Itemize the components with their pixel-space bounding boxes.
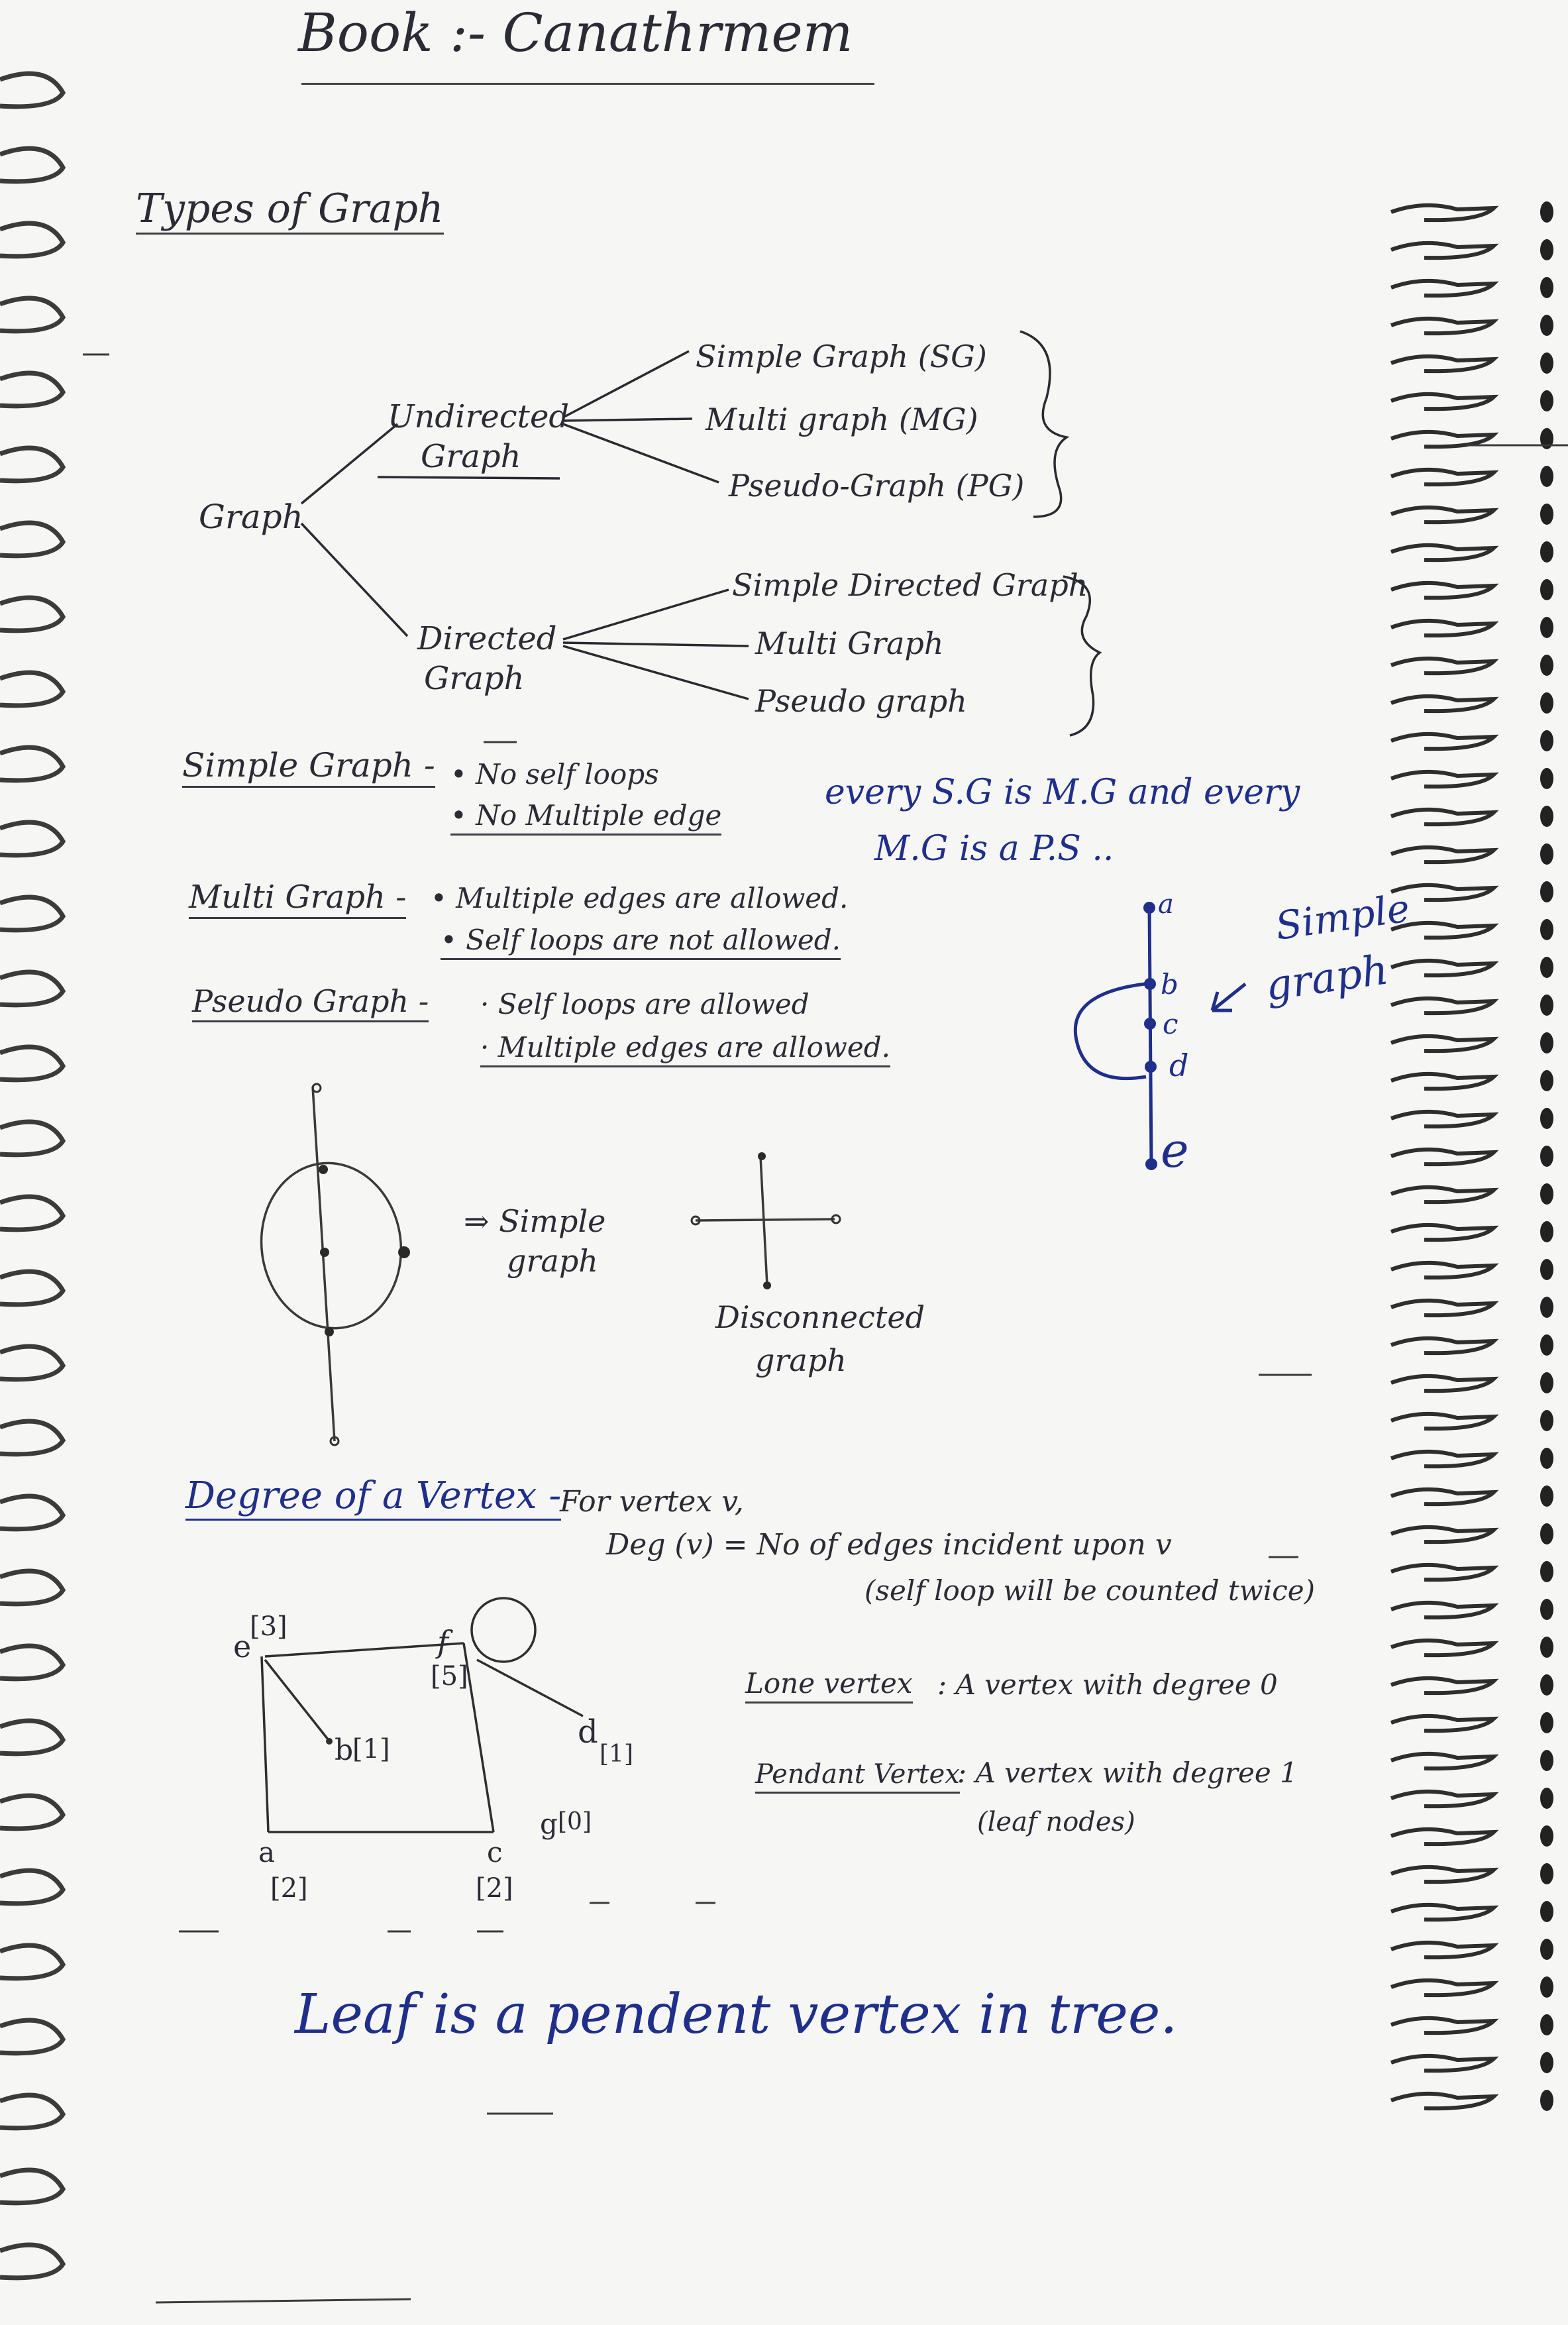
degree-formula: Deg (v) = No of edges incident upon v: [606, 1528, 1172, 1562]
section-heading-types: Types of Graph: [136, 189, 444, 235]
tree-directed-child: Pseudo graph: [755, 683, 967, 719]
degree-vertex-value: [3]: [250, 1611, 287, 1642]
degree-vertex-value: [1]: [600, 1741, 633, 1768]
note-line1: every S.G is M.G and every: [825, 773, 1300, 812]
degree-vertex-value: [0]: [558, 1808, 592, 1835]
sketch-disconnected-label-line2: graph: [755, 1342, 847, 1378]
degree-intro: For vertex v,: [560, 1485, 744, 1519]
leaf-statement: Leaf is a pendent vertex in tree.: [295, 1983, 1178, 2046]
example-vertex-label: b: [1161, 968, 1178, 1000]
degree-vertex-value: [2]: [476, 1873, 513, 1904]
tree-undirected-child: Pseudo-Graph (PG): [729, 468, 1025, 504]
pendant-vertex-term: Pendant Vertex: [755, 1761, 960, 1794]
degree-vertex-value: [5]: [431, 1661, 468, 1692]
definition-point: • No Multiple edge: [450, 802, 721, 836]
sketch-disconnected-label-line1: Disconnected: [715, 1299, 925, 1335]
note-line2: M.G is a P.S ..: [874, 829, 1114, 869]
example-caption-line2: graph: [1262, 945, 1392, 1010]
definition-term-pseudo: Pseudo Graph -: [192, 986, 429, 1022]
sketch-simple-label-line1: ⇒ Simple: [464, 1203, 606, 1239]
pendant-vertex-note: (leaf nodes): [977, 1807, 1135, 1837]
example-vertex-label: a: [1158, 889, 1174, 920]
degree-vertex-name: d: [578, 1713, 598, 1751]
tree-undirected-child: Simple Graph (SG): [696, 339, 987, 374]
definition-point: • Self loops are not allowed.: [441, 926, 841, 960]
definition-term-multi: Multi Graph -: [189, 881, 406, 919]
definition-point: · Multiple edges are allowed.: [480, 1034, 890, 1067]
degree-vertex-name: f: [437, 1624, 449, 1660]
example-vertex-label: c: [1163, 1008, 1178, 1040]
degree-vertex-name: e: [233, 1629, 252, 1664]
definition-point: • No self loops: [450, 758, 659, 790]
definition-term-simple: Simple Graph -: [182, 749, 435, 788]
degree-vertex-value: [2]: [270, 1873, 308, 1904]
lone-vertex-term: Lone vertex: [745, 1670, 913, 1703]
definition-point: • Multiple edges are allowed.: [431, 882, 849, 914]
tree-undirected-child: Multi graph (MG): [706, 402, 978, 437]
degree-vertex-name: a: [258, 1836, 276, 1868]
example-vertex-label: d: [1169, 1048, 1189, 1083]
example-vertex-label: e: [1161, 1122, 1189, 1178]
degree-vertex-name: c: [487, 1836, 503, 1868]
tree-directed-line2: Graph: [424, 660, 525, 697]
degree-heading: Degree of a Vertex -: [185, 1478, 561, 1521]
degree-vertex-name: g: [540, 1808, 558, 1840]
lone-vertex-definition: : A vertex with degree 0: [937, 1668, 1278, 1701]
tree-directed-line1: Directed: [417, 620, 557, 657]
degree-note: (self loop will be counted twice): [864, 1574, 1315, 1607]
degree-vertex-name: b: [335, 1733, 354, 1767]
sketch-simple-label-line2: graph: [507, 1243, 598, 1279]
tree-directed-child: Multi Graph: [755, 625, 944, 661]
definition-point: · Self loops are allowed: [480, 988, 810, 1020]
tree-directed-child: Simple Directed Graph: [732, 567, 1088, 603]
tree-undirected-line1: Undirected: [388, 398, 570, 435]
example-caption-line1: Simple: [1273, 885, 1413, 949]
page-title: Book :- Canathrmem: [298, 2, 853, 64]
pendant-vertex-definition: : A vertex with degree 1: [957, 1757, 1298, 1789]
tree-root-graph: Graph: [199, 498, 303, 536]
degree-vertex-value: [1]: [352, 1734, 390, 1764]
tree-undirected-line2: Graph: [421, 438, 521, 475]
